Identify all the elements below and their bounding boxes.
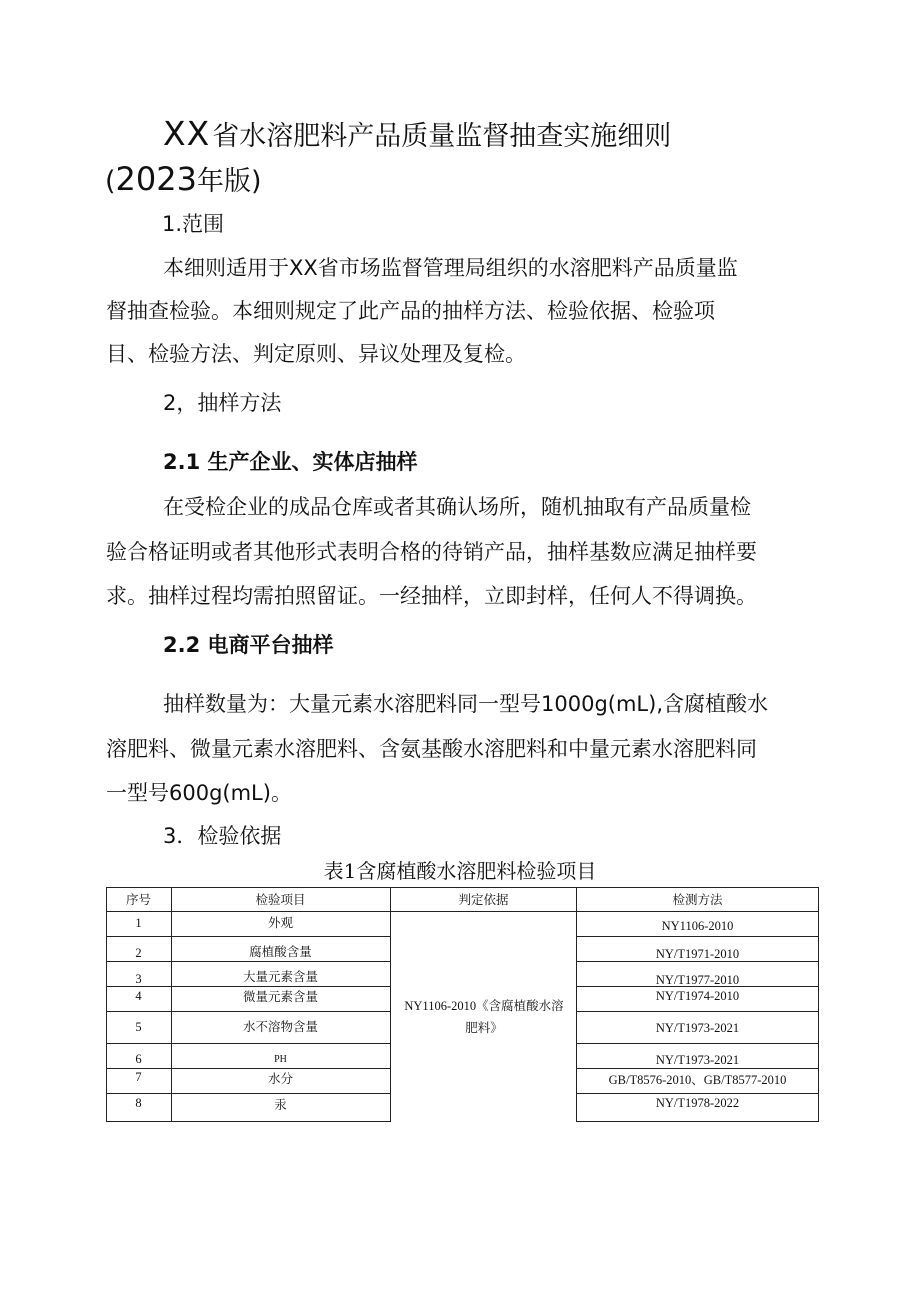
row-divider <box>106 1043 391 1044</box>
table-cell-no: 5 <box>135 1020 142 1034</box>
table-header-cell: 判定依据 <box>458 893 509 907</box>
table-cell-no: 8 <box>135 1096 142 1110</box>
table-cell-item: 大量元素含量 <box>242 970 318 984</box>
section-1-para-line: 本细则适用于XX省市场监督管理局组织的水溶肥料产品质量监 <box>163 256 738 280</box>
table-border <box>106 887 819 888</box>
table-cell-method: NY/T1977-2010 <box>655 973 740 987</box>
document-title <box>163 114 671 157</box>
section-3-heading: 3．检验依据 <box>163 824 282 848</box>
table-border <box>106 1121 391 1122</box>
table-cell-no: 1 <box>135 916 142 930</box>
row-divider <box>576 1011 819 1012</box>
section-2-2-para-line: 溶肥料、微量元素水溶肥料、含氨基酸水溶肥料和中量元素水溶肥料同 <box>106 737 757 761</box>
inspection-table <box>106 887 819 1122</box>
section-1-para-line: 督抽查检验。本细则规定了此产品的抽样方法、检验依据、检验项 <box>106 299 715 323</box>
table-cell-item: 外观 <box>267 916 293 930</box>
table-cell-basis: NY1106-2010《含腐植酸水溶肥料》 <box>404 999 564 1035</box>
table-cell-method: NY/T1971-2010 <box>655 947 740 961</box>
subtitle-open: ( <box>105 166 116 197</box>
row-divider <box>576 1093 819 1094</box>
table-cell-no: 3 <box>135 972 142 986</box>
table-border <box>818 887 819 1122</box>
table-cell-method: GB/T8576-2010、GB/T8577-2010 <box>608 1073 787 1087</box>
table-cell-method: NY1106-2010 <box>661 919 734 933</box>
table-cell-item: 水不溶物含量 <box>242 1020 318 1034</box>
table-cell-item: 汞 <box>274 1098 287 1112</box>
section-2-1-para-line: 求。抽样过程均需拍照留证。一经抽样，立即封样，任何人不得调换。 <box>106 584 757 608</box>
row-divider <box>576 936 819 937</box>
document-subtitle <box>105 159 262 202</box>
table-cell-item: 微量元素含量 <box>242 990 318 1004</box>
table-header-cell: 检测方法 <box>672 893 723 907</box>
title-placeholder: XX <box>163 114 211 153</box>
column-divider <box>390 887 391 1122</box>
table-header-cell: 序号 <box>125 893 151 907</box>
section-2-2-para-line: 抽样数量为：大量元素水溶肥料同一型号1000g(mL),含腐植酸水 <box>163 692 768 716</box>
row-divider <box>106 961 391 962</box>
row-divider <box>106 911 819 912</box>
table-cell-no: 2 <box>135 946 142 960</box>
table-header-cell: 检验项目 <box>255 893 306 907</box>
table-cell-item: PH <box>274 1054 287 1065</box>
row-divider <box>576 1043 819 1044</box>
section-2-heading: 2，抽样方法 <box>163 391 282 415</box>
title-text: 省水溶肥料产品质量监督抽查实施细则 <box>212 121 672 152</box>
subtitle-rest: 年版) <box>196 166 262 197</box>
table-cell-no: 4 <box>135 989 142 1003</box>
section-2-2-heading: 2.2 电商平台抽样 <box>163 633 334 657</box>
row-divider <box>106 1011 391 1012</box>
table-cell-method: NY/T1973-2021 <box>655 1021 740 1035</box>
section-2-1-para-line: 在受检企业的成品仓库或者其确认场所，随机抽取有产品质量检 <box>163 495 751 519</box>
section-2-1-para-line: 验合格证明或者其他形式表明合格的待销产品，抽样基数应满足抽样要 <box>106 540 757 564</box>
section-2-2-para-line: 一型号600g(mL)。 <box>106 781 292 805</box>
table-border <box>576 1121 819 1122</box>
table-cell-item: 水分 <box>267 1072 293 1086</box>
table-cell-no: 6 <box>135 1052 142 1066</box>
table-cell-item: 腐植酸含量 <box>249 945 312 959</box>
section-1-heading: 1.范围 <box>162 212 225 236</box>
row-divider <box>106 936 391 937</box>
table-cell-method: NY/T1974-2010 <box>655 989 740 1003</box>
row-divider <box>576 1068 819 1069</box>
table-cell-no: 7 <box>135 1070 142 1084</box>
row-divider <box>106 1093 391 1094</box>
table-caption: 表1含腐植酸水溶肥料检验项目 <box>323 859 597 883</box>
subtitle-year: 2023 <box>115 160 197 198</box>
section-1-para-line: 目、检验方法、判定原则、异议处理及复检。 <box>106 342 526 366</box>
table-cell-method: NY/T1978-2022 <box>655 1096 740 1110</box>
table-cell-method: NY/T1973-2021 <box>655 1053 740 1067</box>
section-2-1-heading: 2.1 生产企业、实体店抽样 <box>163 450 418 474</box>
